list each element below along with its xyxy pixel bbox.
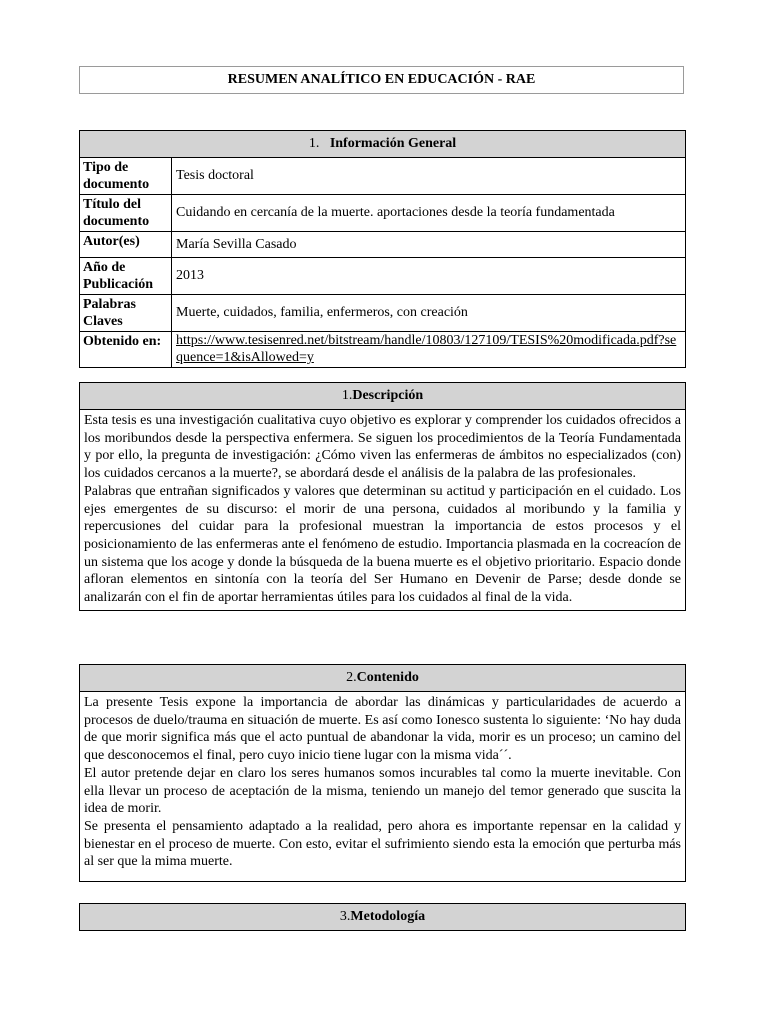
row-label: Tipo de documento [80, 158, 172, 195]
table-row [80, 195, 686, 232]
section-title: Descripción [352, 388, 424, 403]
row-value: Tesis doctoral [172, 158, 686, 195]
section-header-general-info [80, 131, 686, 158]
section-number: 2. [346, 670, 357, 685]
row-label: Título del documento [80, 195, 172, 232]
paragraph: La presente Tesis expone la importancia de abordar las dinámicas y particularidades de acuerdo a procesos de duelo/trauma en situación de muerte. Es así como Ionesco sustenta lo siguiente: ‘No hay duda de que morir significa más que el acto puntual de abandonar la vida, morir es un proceso; un camino del que desconocemos el final, pero cuyo inicio tiene lugar con la misma vida´´. [84, 695, 681, 764]
section-header-content [80, 665, 686, 692]
paragraph: Esta tesis es una investigación cualitativa cuyo objetivo es explorar y comprender los cuidados ofrecidos a los moribundos desde la perspectiva enfermera. Se siguen los procedimientos de la Teoría Fundamentada y por ello, la pregunta de investigación: ¿Cómo viven las enfermeras de ámbitos no especializados (con) los cuidados cercanos a la muerte?, se abordará desde el análisis de la palabra de las profesionales. [84, 413, 681, 482]
row-label: Año de Publicación [80, 258, 172, 295]
row-label: Palabras Claves [80, 295, 172, 332]
table-row [80, 258, 686, 295]
table-row [80, 295, 686, 332]
row-value: Cuidando en cercanía de la muerte. aportaciones desde la teoría fundamentada [172, 195, 686, 232]
section-header-description [80, 383, 686, 410]
row-value: Muerte, cuidados, familia, enfermeros, con creación [172, 295, 686, 332]
row-value [172, 332, 686, 368]
section-title: Información General [329, 136, 457, 151]
source-link[interactable]: https://www.tesisenred.net/bitstream/handle/10803/127109/TESIS%20modificada.pdf?sequence=1&isAllowed=y [176, 333, 677, 365]
row-value: María Sevilla Casado [172, 232, 686, 258]
document-title: RESUMEN ANALÍTICO EN EDUCACIÓN - RAE [79, 66, 684, 94]
description-section [79, 382, 686, 611]
section-header-methodology [80, 904, 686, 931]
row-value: 2013 [172, 258, 686, 295]
row-label: Obtenido en: [80, 332, 172, 368]
content-section [79, 664, 686, 882]
content-body [80, 692, 686, 882]
row-label: Autor(es) [80, 232, 172, 258]
section-number: 1. [308, 136, 320, 151]
paragraph: Palabras que entrañan significados y valores que determinan su actitud y participación en el cuidado. Los ejes emergentes de su discurso: el morir de una persona, cuidados al moribundo y la familia y repercusiones del cuidar para la profesional muestran la importancia de estos procesos y el posicionamiento de las enfermeras ante el fenómeno de estudio. Importancia plasmada en la cocreacíon de un sistema que los acoge y donde la búsqueda de la buena muerte es el objetivo prioritario. Espacio donde afloran elementos en sintonía con la teoría del Ser Humano en Devenir de Parse; desde donde se analizarán con el fin de aportar herramientas útiles para los cuidados al final de la vida. [84, 483, 681, 606]
paragraph: El autor pretende dejar en claro los seres humanos somos incurables tal como la muerte inevitable. Con ella llevar un proceso de aceptación de la misma, teniendo un manejo del temor generado que suscita la idea de morir. [84, 765, 681, 817]
general-info-table [79, 130, 686, 368]
section-number: 1. [341, 388, 353, 403]
table-row [80, 332, 686, 368]
methodology-section [79, 903, 686, 931]
section-number: 3. [339, 909, 351, 924]
section-title: Contenido [356, 670, 419, 685]
section-title: Metodología [350, 909, 426, 924]
description-body [80, 410, 686, 611]
paragraph: Se presenta el pensamiento adaptado a la realidad, pero ahora es importante repensar en la calidad y bienestar en el proceso de muerte. Con esto, evitar el sufrimiento siendo esta la emoción que perturba más al ser que la mima muerte. [84, 818, 681, 870]
table-row [80, 232, 686, 258]
table-row [80, 158, 686, 195]
